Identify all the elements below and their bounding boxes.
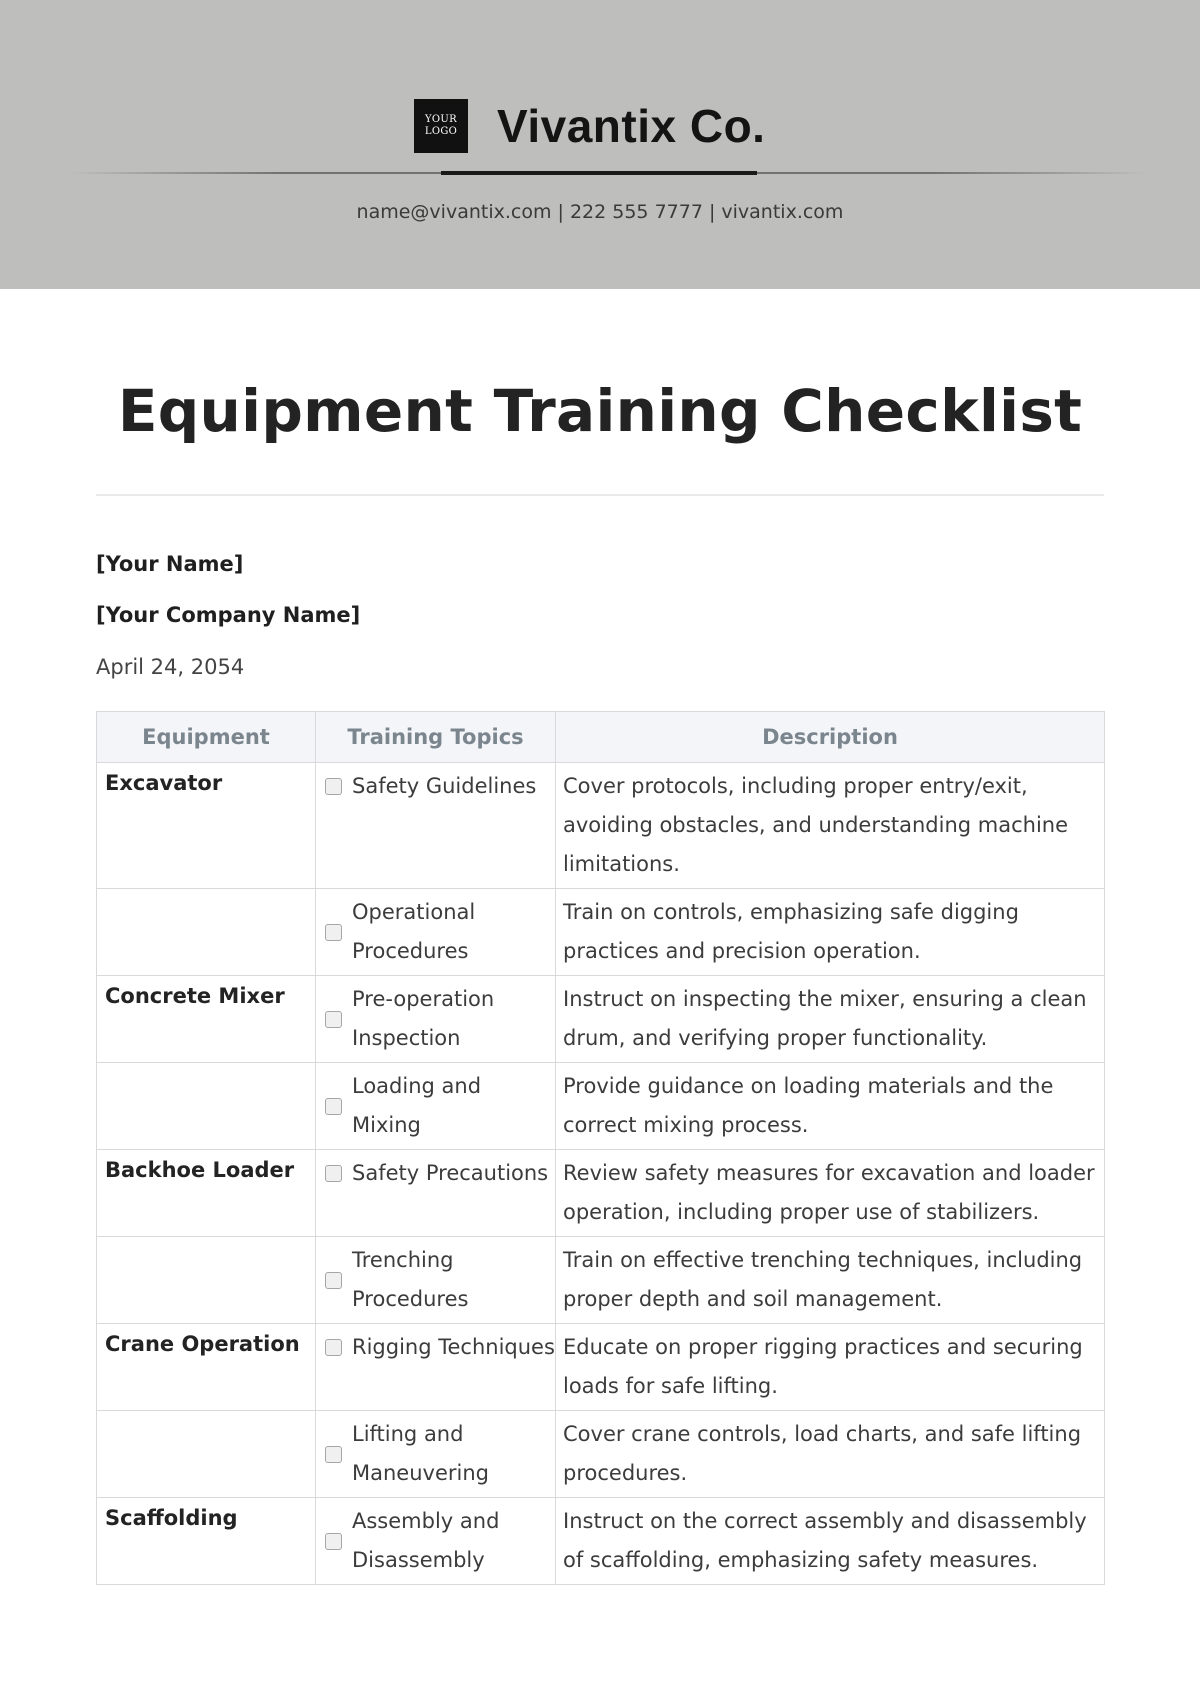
topic-label: Lifting and Maneuvering bbox=[352, 1422, 489, 1485]
table-row bbox=[97, 763, 1105, 889]
your-company-name: [Your Company Name] bbox=[96, 603, 361, 627]
topic-item bbox=[316, 1415, 555, 1493]
topic-label: Safety Guidelines bbox=[352, 774, 537, 798]
title-divider bbox=[96, 494, 1104, 496]
description-cell: Instruct on inspecting the mixer, ensuring a clean drum, and verifying proper functionality. bbox=[556, 976, 1105, 1063]
table-row bbox=[97, 1498, 1105, 1585]
topic-label: Assembly and Disassembly bbox=[352, 1509, 500, 1572]
topic-item bbox=[316, 767, 555, 806]
training-checklist-table bbox=[96, 711, 1105, 1585]
description-cell: Instruct on the correct assembly and disassembly of scaffolding, emphasizing safety measures. bbox=[556, 1498, 1105, 1585]
equipment-cell bbox=[97, 1063, 316, 1150]
topic-checkbox[interactable] bbox=[325, 1533, 342, 1550]
topic-checkbox[interactable] bbox=[325, 924, 342, 941]
training-topic-cell bbox=[316, 1411, 556, 1498]
topic-item bbox=[316, 1154, 555, 1193]
training-topic-cell bbox=[316, 1063, 556, 1150]
topic-checkbox[interactable] bbox=[325, 1272, 342, 1289]
topic-checkbox[interactable] bbox=[325, 1446, 342, 1463]
topic-label: Pre-operation Inspection bbox=[352, 987, 495, 1050]
logo-line-2: LOGO bbox=[424, 126, 458, 137]
topic-item bbox=[316, 1328, 555, 1367]
description-cell: Review safety measures for excavation and loader operation, including proper use of stabilizers. bbox=[556, 1150, 1105, 1237]
document-date: April 24, 2054 bbox=[96, 655, 245, 679]
table-row bbox=[97, 1324, 1105, 1411]
topic-checkbox[interactable] bbox=[325, 1339, 342, 1356]
logo-line-1: YOUR bbox=[425, 114, 457, 125]
table-header-row bbox=[97, 712, 1105, 763]
logo bbox=[414, 99, 468, 153]
topic-checkbox[interactable] bbox=[325, 1165, 342, 1182]
column-header-description: Description bbox=[556, 712, 1105, 763]
topic-checkbox[interactable] bbox=[325, 778, 342, 795]
training-topic-cell bbox=[316, 1150, 556, 1237]
training-topic-cell bbox=[316, 763, 556, 889]
equipment-cell: Crane Operation bbox=[97, 1324, 316, 1411]
table-row bbox=[97, 889, 1105, 976]
training-topic-cell bbox=[316, 1498, 556, 1585]
description-cell: Cover protocols, including proper entry/exit, avoiding obstacles, and understanding machine limitations. bbox=[556, 763, 1105, 889]
topic-label: Trenching Procedures bbox=[352, 1248, 469, 1311]
column-header-training-topics: Training Topics bbox=[316, 712, 556, 763]
table-row bbox=[97, 1237, 1105, 1324]
page-title: Equipment Training Checklist bbox=[117, 377, 1083, 445]
topic-item bbox=[316, 1067, 555, 1145]
description-cell: Train on effective trenching techniques, including proper depth and soil management. bbox=[556, 1237, 1105, 1324]
equipment-cell: Concrete Mixer bbox=[97, 976, 316, 1063]
topic-item bbox=[316, 1241, 555, 1319]
table-row bbox=[97, 1063, 1105, 1150]
description-cell: Train on controls, emphasizing safe digging practices and precision operation. bbox=[556, 889, 1105, 976]
table-row bbox=[97, 976, 1105, 1063]
equipment-cell bbox=[97, 889, 316, 976]
topic-checkbox[interactable] bbox=[325, 1098, 342, 1115]
brand bbox=[414, 99, 765, 153]
letterhead bbox=[0, 0, 1200, 289]
header-accent-divider bbox=[441, 171, 757, 175]
training-topic-cell bbox=[316, 1324, 556, 1411]
description-cell: Cover crane controls, load charts, and safe lifting procedures. bbox=[556, 1411, 1105, 1498]
topic-item bbox=[316, 893, 555, 971]
equipment-cell bbox=[97, 1411, 316, 1498]
training-topic-cell bbox=[316, 1237, 556, 1324]
table-row bbox=[97, 1150, 1105, 1237]
table-row bbox=[97, 1411, 1105, 1498]
topic-item bbox=[316, 1502, 555, 1580]
equipment-cell bbox=[97, 1237, 316, 1324]
your-name: [Your Name] bbox=[96, 552, 244, 576]
topic-label: Safety Precautions bbox=[352, 1161, 549, 1185]
topic-label: Loading and Mixing bbox=[352, 1074, 482, 1137]
equipment-cell: Excavator bbox=[97, 763, 316, 889]
topic-checkbox[interactable] bbox=[325, 1011, 342, 1028]
topic-label: Rigging Techniques bbox=[352, 1335, 555, 1359]
training-topic-cell bbox=[316, 976, 556, 1063]
description-cell: Educate on proper rigging practices and securing loads for safe lifting. bbox=[556, 1324, 1105, 1411]
topic-label: Operational Procedures bbox=[352, 900, 476, 963]
company-name: Vivantix Co. bbox=[497, 100, 766, 152]
training-topic-cell bbox=[316, 889, 556, 976]
equipment-cell: Scaffolding bbox=[97, 1498, 316, 1585]
contact-info: name@vivantix.com | 222 555 7777 | vivantix.com bbox=[356, 201, 844, 223]
description-cell: Provide guidance on loading materials and the correct mixing process. bbox=[556, 1063, 1105, 1150]
column-header-equipment: Equipment bbox=[97, 712, 316, 763]
topic-item bbox=[316, 980, 555, 1058]
equipment-cell: Backhoe Loader bbox=[97, 1150, 316, 1237]
